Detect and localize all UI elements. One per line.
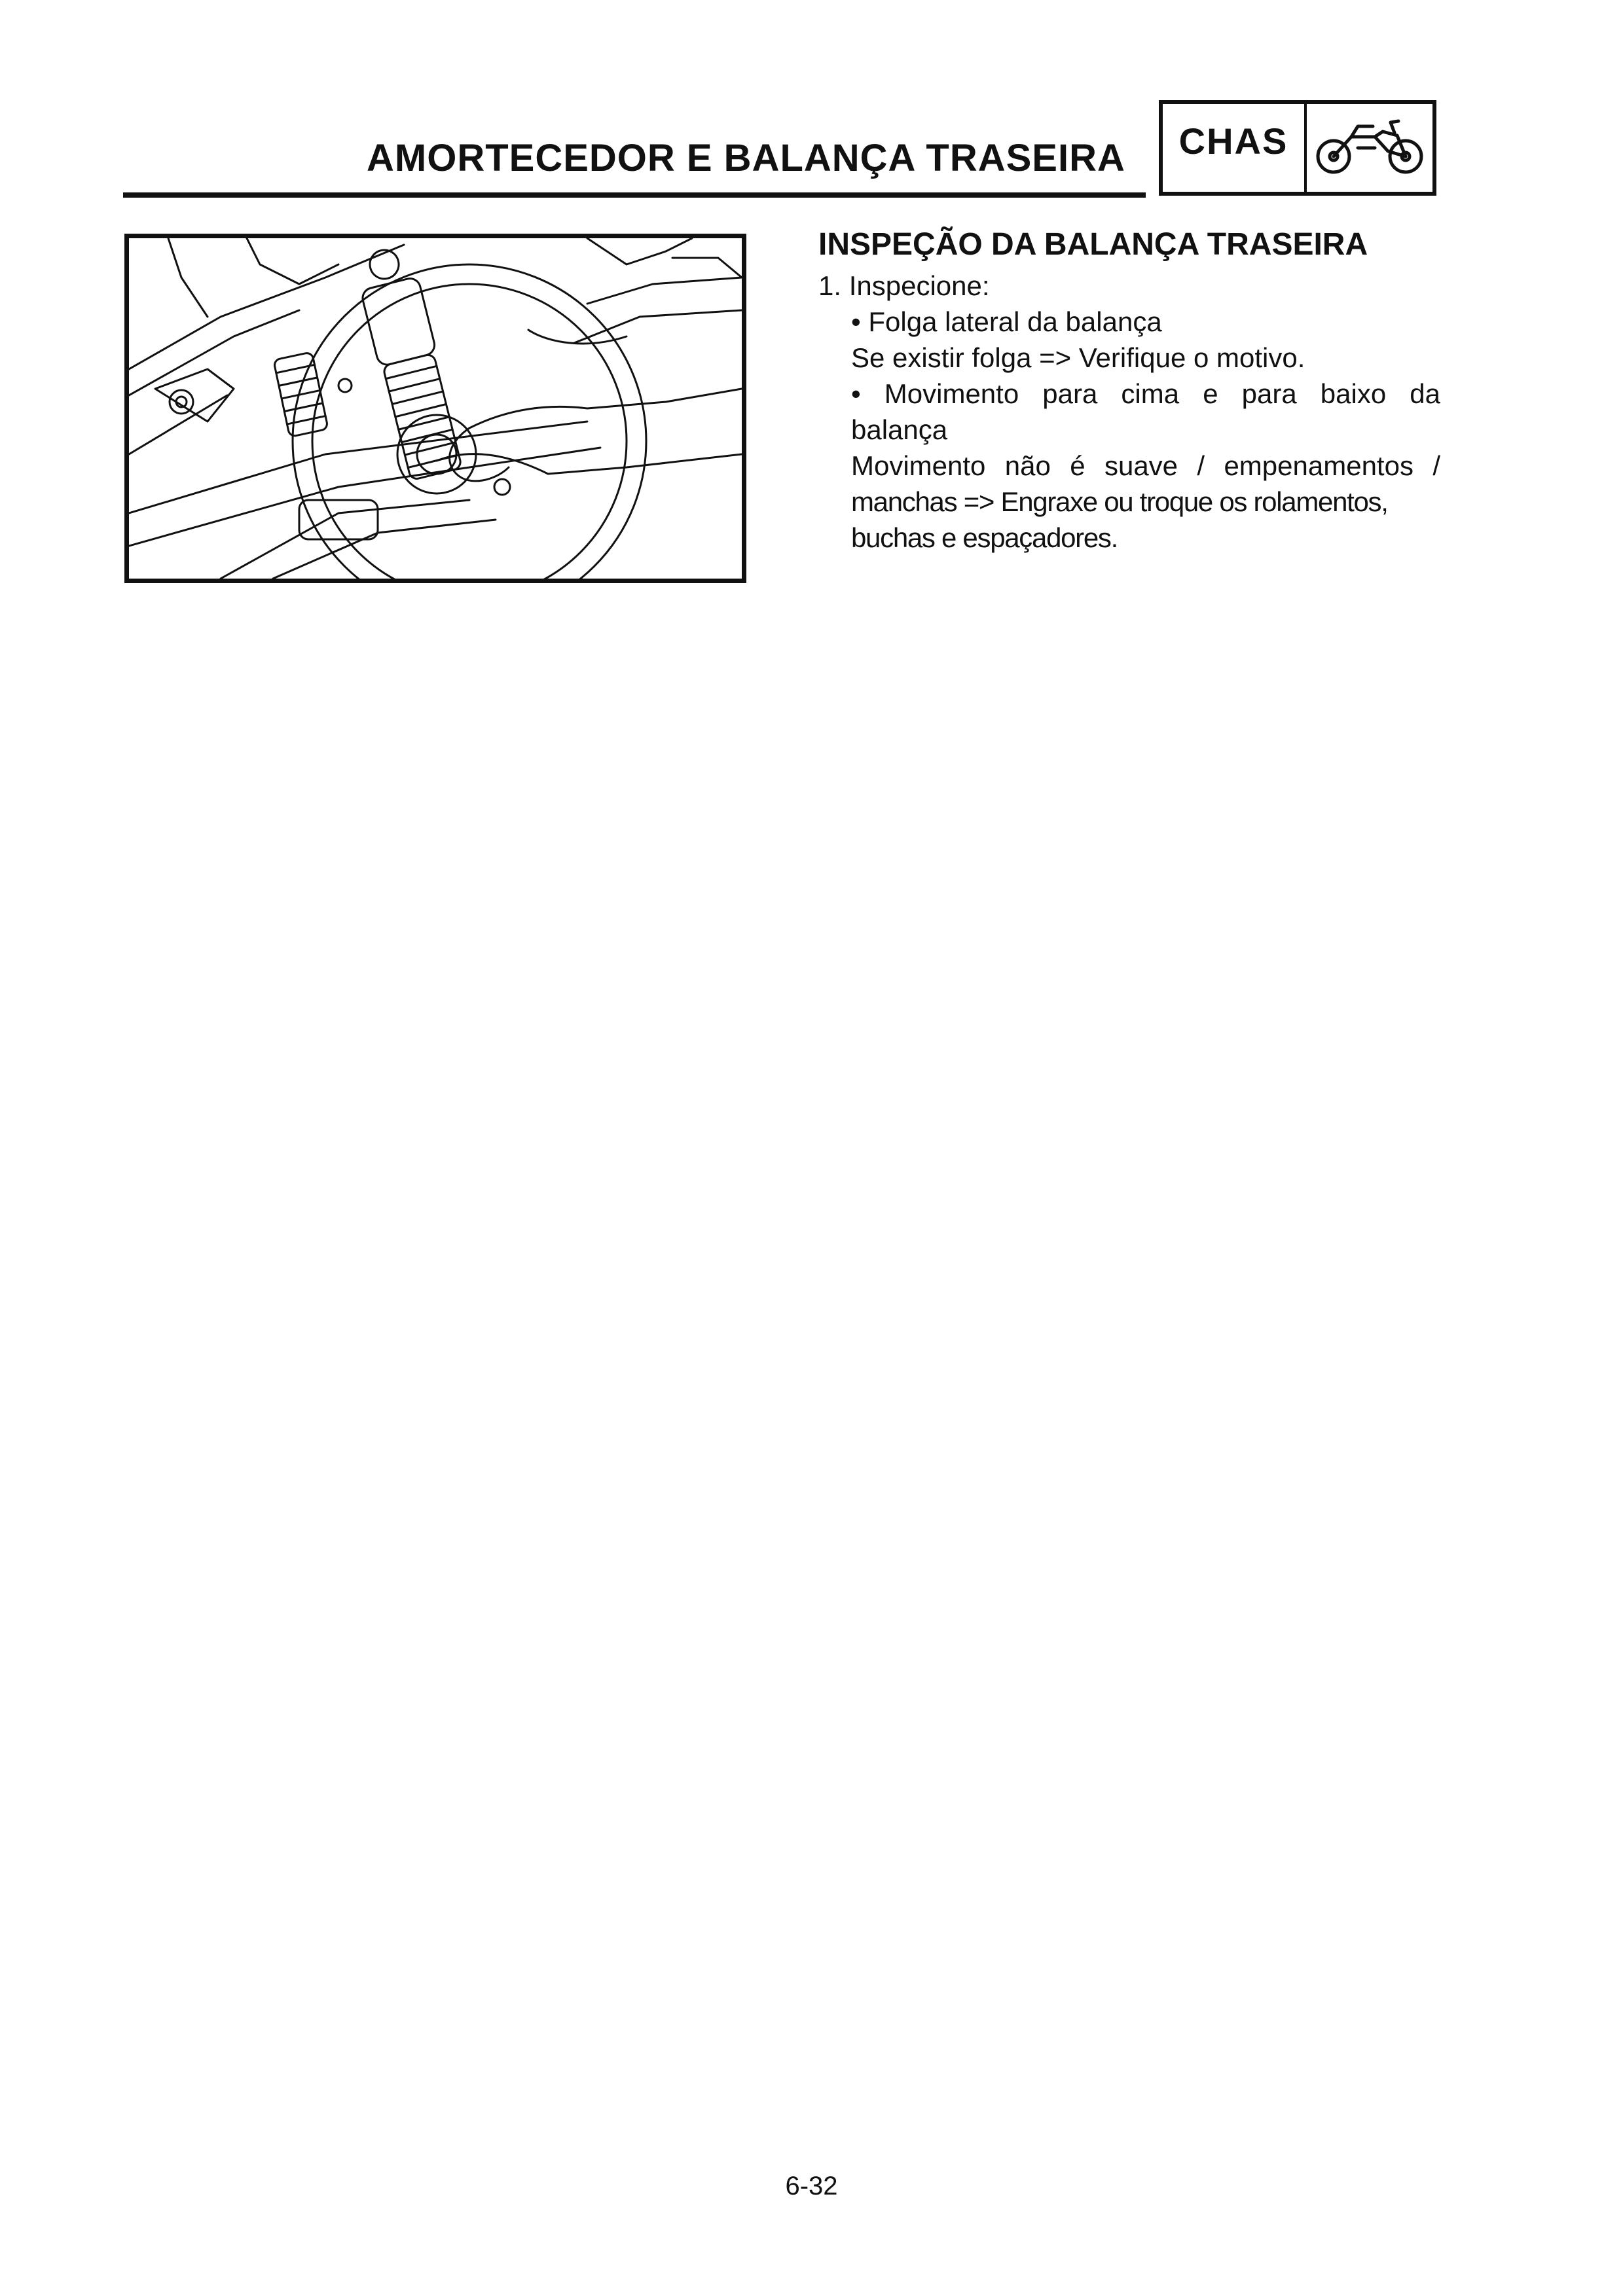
page-title: AMORTECEDOR E BALANÇA TRASEIRA <box>367 137 1125 179</box>
title-rule <box>123 192 1146 198</box>
section-subheading: INSPEÇÃO DA BALANÇA TRASEIRA <box>818 227 1368 262</box>
item-2-action-line-1: Movimento não é suave / empenamentos / <box>851 450 1440 481</box>
motorcycle-icon <box>1307 104 1432 192</box>
item-2-line-2: balança <box>851 414 948 445</box>
section-code: CHAS <box>1163 104 1307 192</box>
item-1-action: Se existir folga => Verifique o motivo. <box>851 342 1305 373</box>
item-2-line-1: • Movimento para cima e para baixo da <box>851 378 1440 409</box>
rear-suspension-illustration <box>124 234 746 583</box>
item-2-action-line-3: buchas e espaçadores. <box>851 522 1118 553</box>
item-2-action-line-2: manchas => Engraxe ou troque os rolamentos, <box>851 486 1388 517</box>
step-1: 1. Inspecione: <box>818 270 990 301</box>
section-badge <box>1159 100 1436 196</box>
inspection-section <box>818 226 1440 556</box>
page-number: 6-32 <box>785 2172 838 2200</box>
item-1: • Folga lateral da balança <box>851 306 1162 337</box>
